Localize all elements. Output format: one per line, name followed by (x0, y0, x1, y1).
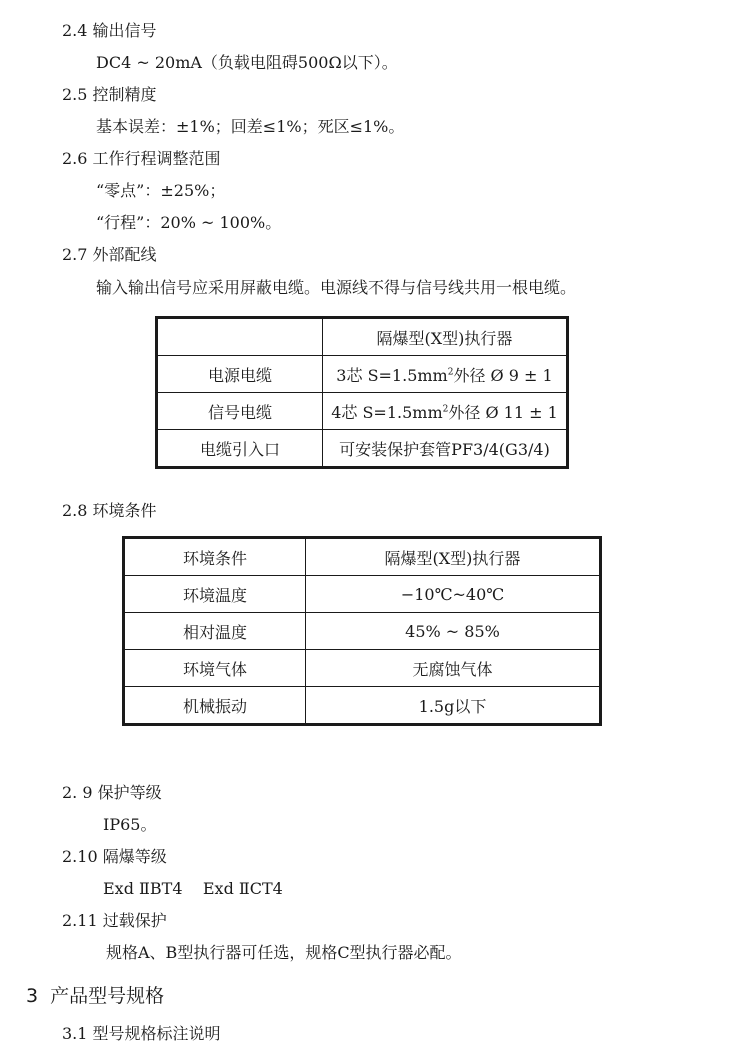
table-cell-label: 环境气体 (124, 650, 306, 687)
table-header-row (124, 538, 601, 576)
table-header-cell: 环境条件 (124, 538, 306, 576)
section-2-6-line1: “零点”：±25%； (96, 181, 226, 200)
table-header-cell: 隔爆型(X型)执行器 (306, 538, 601, 576)
table-cell-label: 信号电缆 (157, 393, 323, 430)
section-2-7-title: 2.7 外部配线 (62, 245, 157, 264)
table-row (157, 356, 568, 393)
section-2-11-body: 规格A、B型执行器可任选，规格C型执行器必配。 (106, 943, 462, 962)
section-2-7-body: 输入输出信号应采用屏蔽电缆。电源线不得与信号线共用一根电缆。 (96, 278, 577, 297)
section-2-6-title: 2.6 工作行程调整范围 (62, 149, 221, 168)
table-cell-label: 环境温度 (124, 576, 306, 613)
table-cell-value: 45% ~ 85% (306, 613, 601, 650)
cable-table (155, 316, 569, 469)
table-header-cell (157, 318, 323, 356)
section-2-10-title: 2.10 隔爆等级 (62, 847, 167, 866)
table-cell-value: 无腐蚀气体 (306, 650, 601, 687)
table-cell-label: 电源电缆 (157, 356, 323, 393)
table-cell-value: 可安装保护套管PF3/4(G3/4) (323, 430, 568, 468)
table-header-cell: 隔爆型(X型)执行器 (323, 318, 568, 356)
table-row (124, 576, 601, 613)
section-3-1-title: 3.1 型号规格标注说明 (62, 1024, 221, 1043)
section-2-10-body: Exd ⅡBT4 Exd ⅡCT4 (103, 879, 283, 898)
section-2-4-title: 2.4 输出信号 (62, 21, 157, 40)
environment-table (122, 536, 602, 726)
table-row (157, 430, 568, 468)
table-cell-label: 相对温度 (124, 613, 306, 650)
table-header-row (157, 318, 568, 356)
table-cell-value: 3芯 $S=1.5mm^2$外径 Ø 9 ± 1 (323, 356, 568, 393)
section-2-9-title: 2. 9 保护等级 (62, 783, 162, 802)
table-row (124, 650, 601, 687)
section-2-8-title: 2.8 环境条件 (62, 501, 157, 520)
table-cell-value: 1.5g以下 (306, 687, 601, 725)
section-2-4-body: DC4 ~ 20mA（负载电阻碍500Ω以下）。 (96, 53, 398, 72)
section-3-title: 3 产品型号规格 (26, 985, 165, 1007)
section-2-5-body: 基本误差：±1%；回差≤1%；死区≤1%。 (96, 117, 405, 136)
section-2-5-title: 2.5 控制精度 (62, 85, 157, 104)
section-2-9-body: IP65。 (103, 815, 157, 834)
table-row (157, 393, 568, 430)
section-2-6-line2: “行程”：20% ~ 100%。 (96, 213, 282, 232)
section-2-11-title: 2.11 过载保护 (62, 911, 167, 930)
table-cell-label: 电缆引入口 (157, 430, 323, 468)
table-cell-value: 4芯 $S=1.5mm^2$外径 Ø 11 ± 1 (323, 393, 568, 430)
table-row (124, 613, 601, 650)
table-cell-value: −10℃~40℃ (306, 576, 601, 613)
table-cell-label: 机械振动 (124, 687, 306, 725)
table-row (124, 687, 601, 725)
